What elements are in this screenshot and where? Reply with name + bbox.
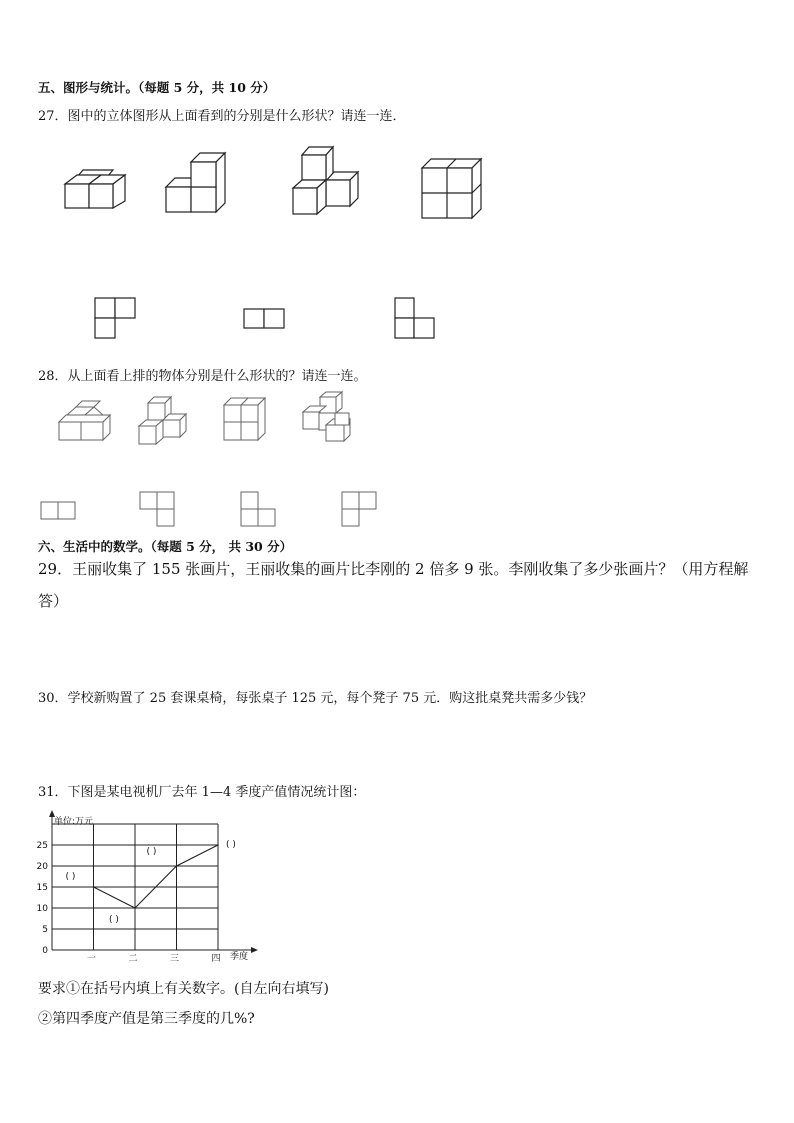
q28-view-b [140, 492, 174, 526]
x-axis-arrow [251, 947, 258, 953]
q28-solid-3 [224, 398, 265, 440]
data-point [93, 886, 95, 888]
chart-axes [49, 810, 258, 953]
x-tick-label: 二 [128, 954, 138, 964]
question-28: 28．从上面看上排的物体分别是什么形状的？请连一连。 [38, 369, 367, 384]
question-29: 29．王丽收集了 155 张画片，王丽收集的画片比李刚的 2 倍多 9 张。李刚收集了多少张画片？（用方程解答） [38, 560, 749, 610]
requirement-1: 要求①在括号内填上有关数字。(自左向右填写) [38, 981, 329, 997]
question-30: 30．学校新购置了 25 套课桌椅，每张桌子 125 元，每个凳子 75 元．购这批桌凳共需多少钱？ [38, 691, 593, 706]
chart-grid [52, 824, 218, 950]
x-tick-label: 四 [211, 954, 221, 964]
x-tick-label: 三 [169, 954, 180, 964]
question-27: 27．图中的立体图形从上面看到的分别是什么形状？请连一连． [38, 109, 406, 124]
chart-ticks [37, 841, 221, 964]
section6-heading: 六、生活中的数学。（每题 5 分， 共 30 分） [38, 539, 293, 554]
y-tick-label: 15 [36, 883, 48, 893]
q28-solid-1 [59, 401, 110, 440]
y-tick-label: 20 [36, 862, 48, 872]
question-31: 31．下图是某电视机厂去年 1—4 季度产值情况统计图： [38, 785, 366, 800]
blank-bracket: ( ) [226, 840, 236, 850]
y-tick-label: 0 [42, 946, 48, 956]
q28-view-d [342, 492, 376, 526]
q28-figures [0, 0, 794, 540]
requirement-2: ②第四季度产值是第三季度的几%? [38, 1011, 255, 1027]
q31-line-chart [30, 808, 290, 968]
chart-unit-label: 单位:万元 [54, 817, 94, 827]
chart-blanks [66, 840, 236, 925]
x-tick-label: 一 [86, 954, 97, 964]
y-axis-arrow [49, 810, 55, 817]
q28-view-c [241, 492, 275, 526]
y-tick-label: 10 [36, 904, 48, 914]
q28-solid-4 [303, 392, 350, 441]
y-tick-label: 25 [36, 841, 48, 851]
data-point [176, 865, 178, 867]
blank-bracket: ( ) [146, 847, 157, 857]
section5-heading: 五、图形与统计。（每题 5 分，共 10 分） [38, 80, 276, 95]
blank-bracket: ( ) [109, 915, 119, 925]
chart-x-axis-label: 季度 [230, 952, 249, 962]
y-tick-label: 5 [42, 925, 48, 935]
q28-view-a [41, 502, 75, 519]
q28-solid-2 [139, 397, 186, 444]
data-point [134, 907, 136, 909]
blank-bracket: ( ) [65, 872, 76, 882]
data-point [217, 844, 219, 846]
